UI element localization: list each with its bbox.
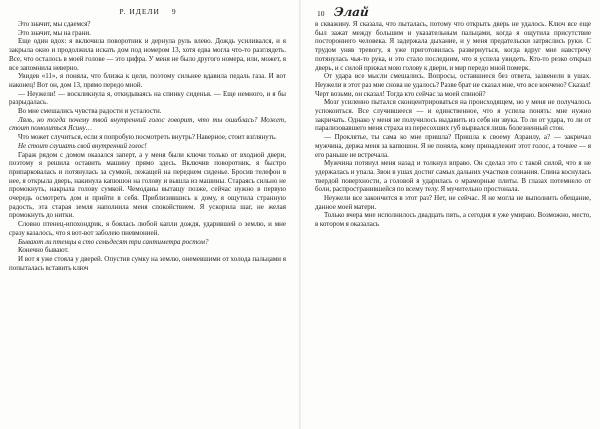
right-page-text [315,20,591,425]
paragraph: Словно птенец-ипохондрик, я боялась любой капли дождя, ударившей о землю, и мне сразу казалось, что я вот-вот заболею пневмонией. [9,220,286,237]
paragraph: Бывают ли птенцы в сто семьдесят три сантиметра ростом? [18,237,209,246]
paragraph: Увидев «11», я поняла, что близка к цели, поэтому сильнее вдавила педаль газа. И вот наконец! Вот он, дом 13, прямо передо мной. [9,72,286,89]
paragraph: Неужели все закончится в этот раз? Нет, не сейчас. Я не могла не выполнить обещание, данное моей матери. [315,194,591,211]
paragraph: Не стоит слушать свой внутренний голос! [18,141,147,150]
paragraph: Мозг усиленно пытался сконцентрироваться на происходящем, но у меня не получалось успокоиться. Все случившееся — и единственное, что я успела понять: мне нужно закричать. Однако у меня не получилось выдавить из себя ни звука. То ли от удара, то ли от парализовавшего меня страха из пересохших губ вырвался лишь болезненный стон. [315,98,591,133]
right-page-number: 10 [317,9,325,18]
paragraph: — Неужели! — воскликнула я, откидываясь на спинку сиденья. — Еще немного, и я бы разрыдалась. [9,89,286,107]
left-page-number: 9 [171,7,176,16]
paragraph: Только вчера мне исполнилось двадцать пять, а сегодня я уже умираю. Возможно, место, в котором я оказалась [315,211,591,229]
running-head-author: Р. ИДЕЛИ [119,7,160,16]
paragraph: И вот я уже стояла у дверей. Опустив сумку на землю, онемевшими от холода пальцами я попыталась вставить ключ [9,254,286,272]
paragraph: Конечно бывают. [18,246,69,255]
page-gutter [299,0,301,429]
paragraph: — Проклятье, ты сама ко мне пришла? Пришла к своему Азраилу, а? — закричал мужчина, держа меня за капюшон. Я не поняла, кому принадлежит этот голос, а точнее — я его раньше не встречала. [315,133,591,159]
paragraph: От удара все мысли смешались. Вопросы, оставшиеся без ответа, зазвенели в ушах. Неужели в этот раз мне снова не удалось? Разве брат не сказал мне, что все кончено? Сказал! Черт возьми, он сказал! Тогда кто сейчас за моей спиной? [315,72,591,98]
right-running-head [315,7,591,20]
paragraph: Ляль, но тогда почему твой внутренний голос говорит, что ты ошиблась? Может, стоит помолиться Ясину… [9,115,286,133]
left-running-head [9,7,286,20]
paragraph: Это значит, мы сдаемся? [18,20,91,28]
paragraph: Мужчина потянул меня назад и толкнул вправо. Он сделал это с такой силой, что я не удержалась и упала. Звон в ушах достиг самых дальних участков сознания. Спина коснулась твердой поверхности, а головой я ударилась о мраморные плиты. В глазах потемнело от боли, распространившейся по всему телу. Я мучительно простонала. [315,159,591,194]
paragraph: Еще один вдох: я включила поворотник и дернула руль влево. Дождь усиливался, и я закрыла окно и продолжила искать дом под номером 13, хотя едва могла что-то разглядеть. Все, что осталось в моей голове — это цифра. У меня не было другого номера, или, может, я все запомнила неверно. [9,37,286,72]
paragraph: в скважину. Я сказала, что пыталась, потому что открыть дверь не удалось. Ключ все еще был зажат между большим и указательным пальцами, когда я ощутила присутствие постороннего человека. Я задержала дыхание, и у меня предательски затряслись руки. С трудом уняв тревогу, я уже приготовилась развернуться, когда вдруг мне навстречу потянулась чья-то рука, и это стало последним, что я успела увидеть. Кто-то резко открыл дверь, и с силой прижал мою голову к двери, и мир передо мной померк. [315,20,591,72]
left-page-text [9,20,286,425]
right-page [300,0,600,429]
paragraph: Во мне смешались чувства радости и усталости. [18,107,162,116]
book-title-logo: Элай [332,5,370,19]
paragraph: Гараж рядом с домом оказался заперт, а у меня были ключи только от входной двери, поэтому я решила оставить машину прямо здесь. Включив поворотник, я быстро припарковалась и потянулась за сумкой, лежащей на переднем сиденье. Бросив телефон в нее, я открыла дверь, накинула капюшон на голову и вышла из машины. Стараясь сильно не промокнуть, накрыла голову сумкой. Чемоданы вытащу позже, сейчас нужно в первую очередь осмотреть дом и прийти в себя. Приблизившись к дому, я ощутила странную радость, эта старая земля наполнила меня спокойствием. Я ускорила шаг, не желая промокнуть до нитки. [9,150,286,220]
paragraph: Что может случиться, если я попробую посмотреть внутрь? Наверное, стоит взглянуть. [18,133,277,142]
paragraph: Это значит, мы на грани. [18,28,91,37]
